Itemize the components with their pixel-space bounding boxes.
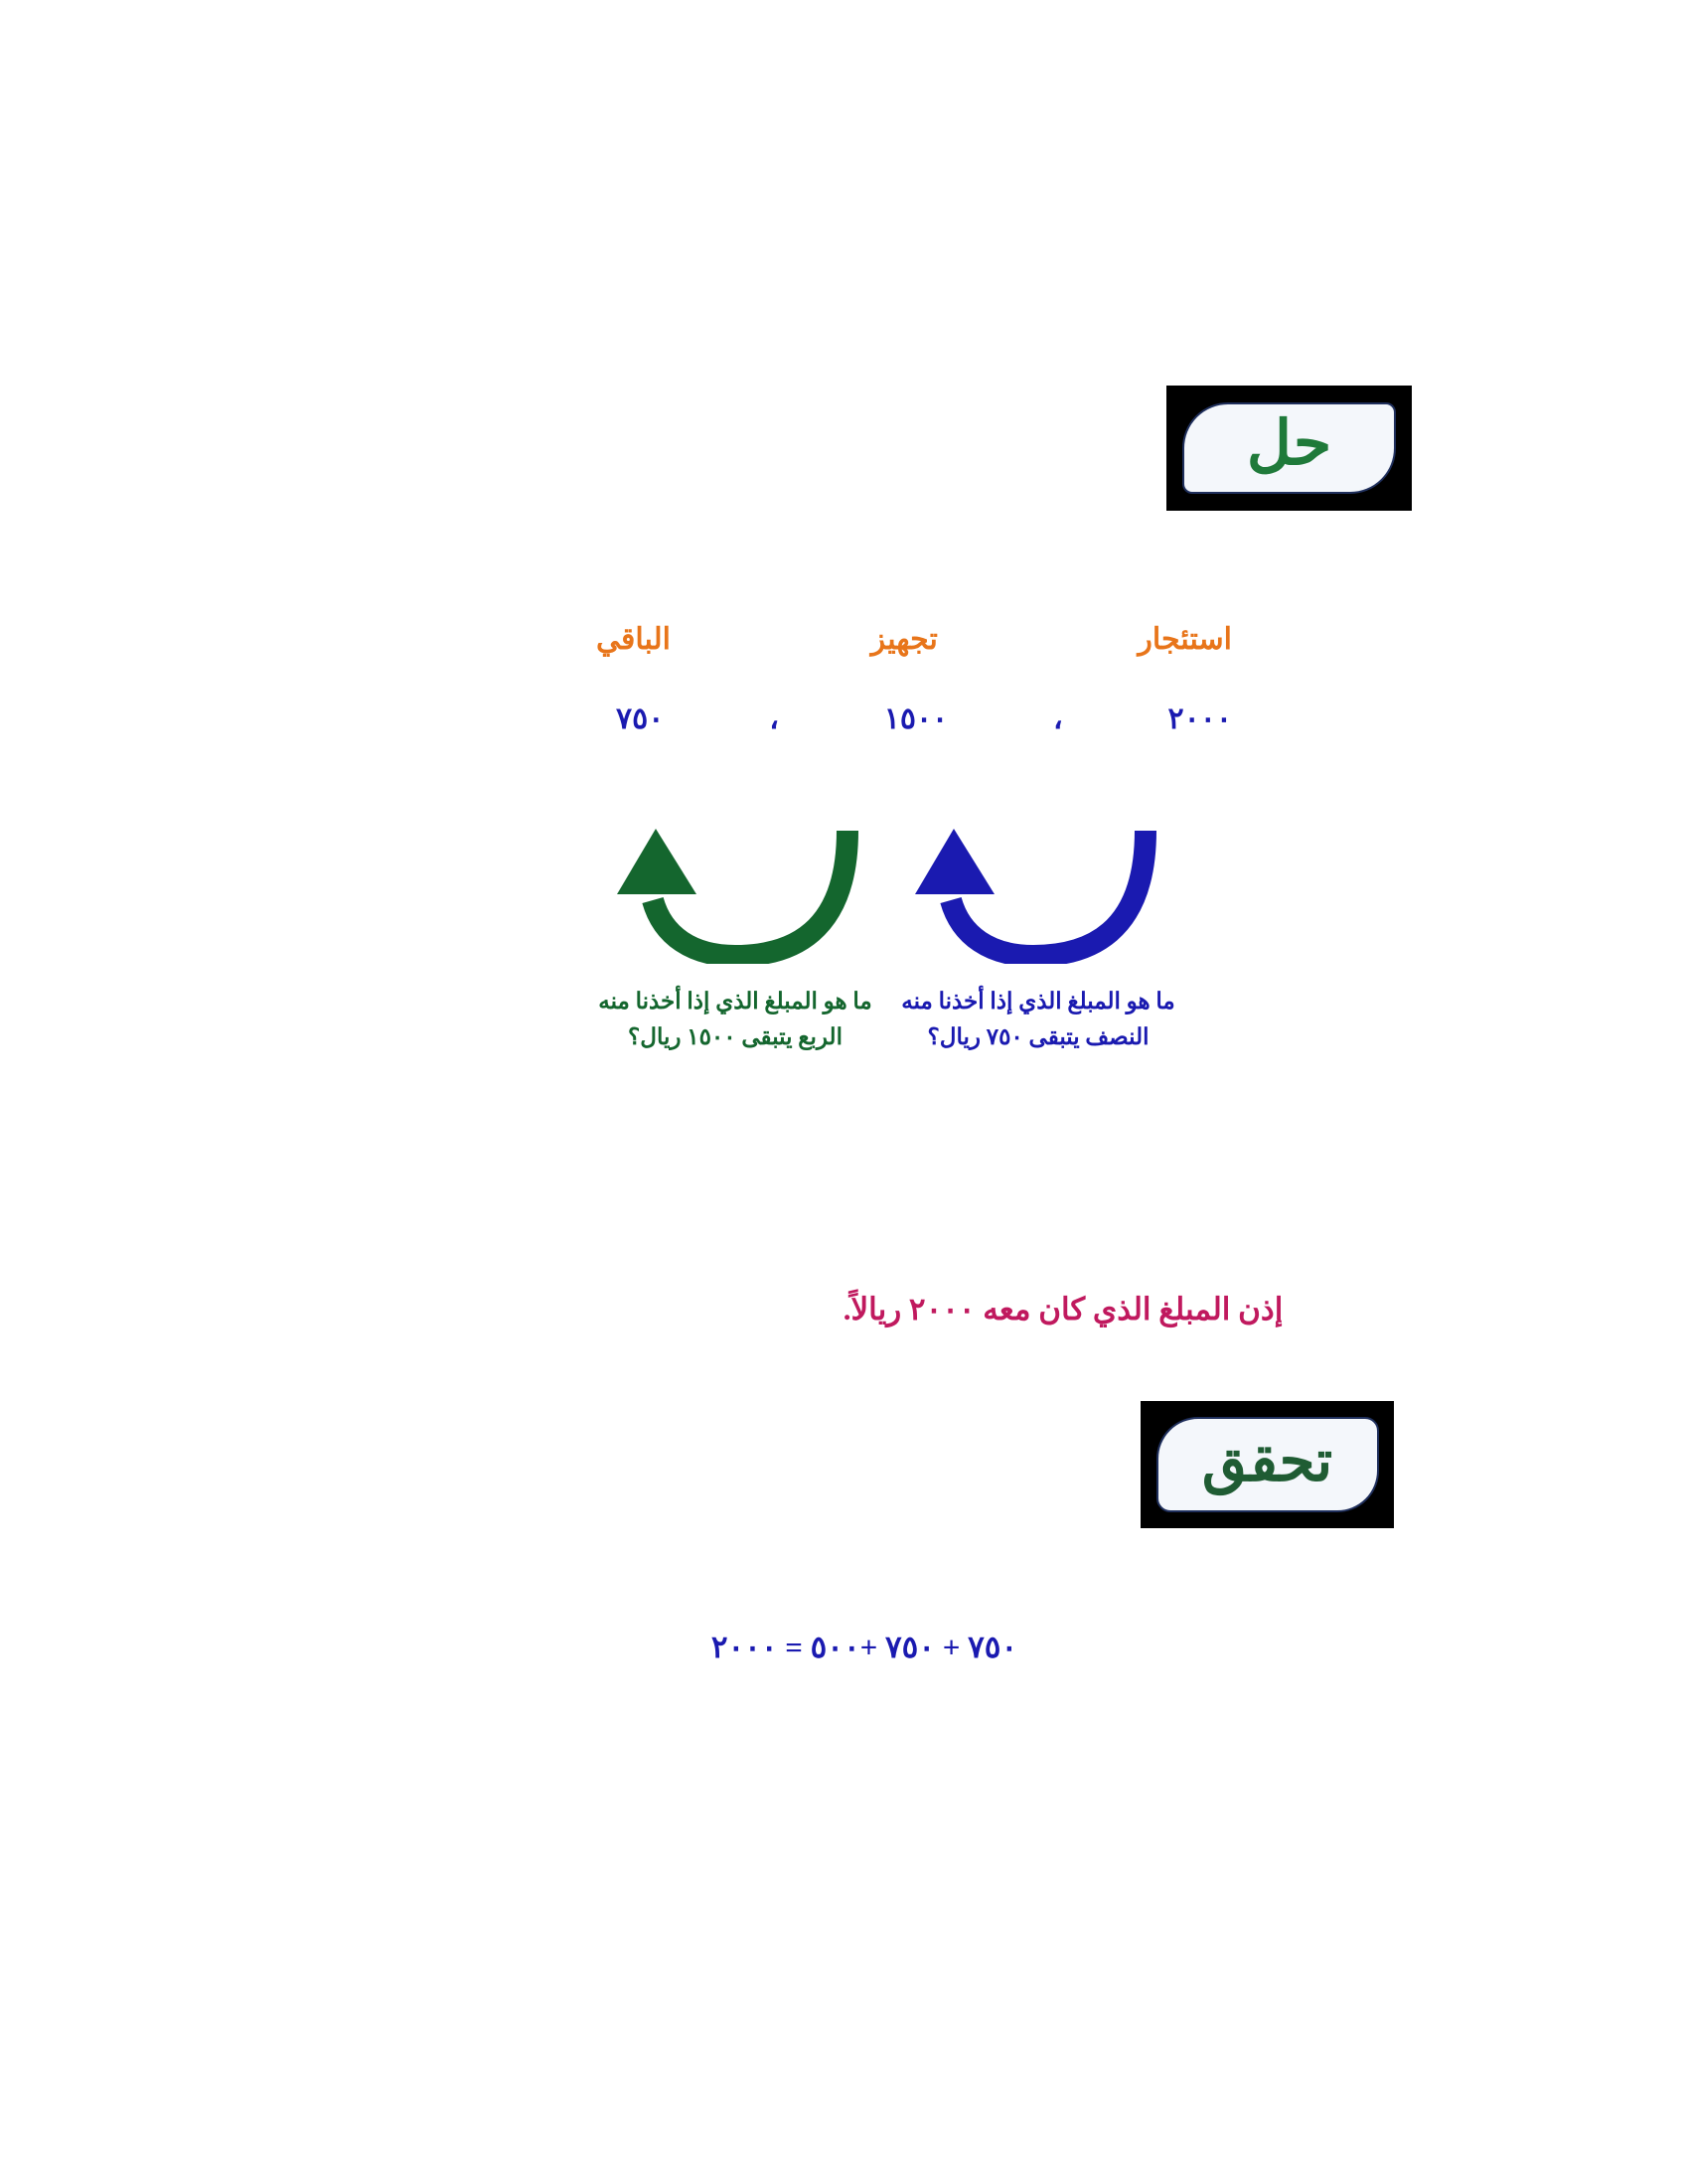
cost-headers-row	[596, 616, 1232, 662]
solve-badge	[1166, 386, 1412, 511]
value-separator-1: ،	[1053, 702, 1063, 735]
check-equation: ٧٥٠ + ٧٥٠ +٥٠٠ = ٢٠٠٠	[710, 1630, 1018, 1664]
verify-badge-plate	[1156, 1417, 1379, 1512]
blue-arrow-caption: ما هو المبلغ الذي إذا أخذنا منه النصف يتبقى ٧٥٠ ريال؟	[901, 989, 1175, 1049]
header-remaining: الباقي	[596, 622, 672, 656]
verify-badge-label: تحقق	[1201, 1429, 1333, 1493]
header-rent: استئجار	[1138, 622, 1232, 656]
green-curved-arrow-icon	[601, 825, 869, 964]
value-rent: ٢٠٠٠	[1167, 702, 1232, 735]
value-equipment: ١٥٠٠	[883, 702, 949, 735]
cost-values-row	[616, 696, 1232, 741]
solve-badge-plate	[1182, 402, 1396, 494]
value-remaining: ٧٥٠	[616, 702, 665, 735]
solve-badge-label: حل	[1246, 410, 1332, 478]
blue-curved-arrow-icon	[899, 825, 1167, 964]
header-equipment: تجهيز	[870, 622, 938, 656]
green-arrow-caption: ما هو المبلغ الذي إذا أخذنا منه الربع يتبقى ١٥٠٠ ريال؟	[598, 989, 872, 1049]
verify-badge	[1141, 1401, 1394, 1528]
conclusion-text: إذن المبلغ الذي كان معه ٢٠٠٠ ريالاً.	[843, 1292, 1284, 1326]
value-separator-2: ،	[769, 702, 779, 735]
